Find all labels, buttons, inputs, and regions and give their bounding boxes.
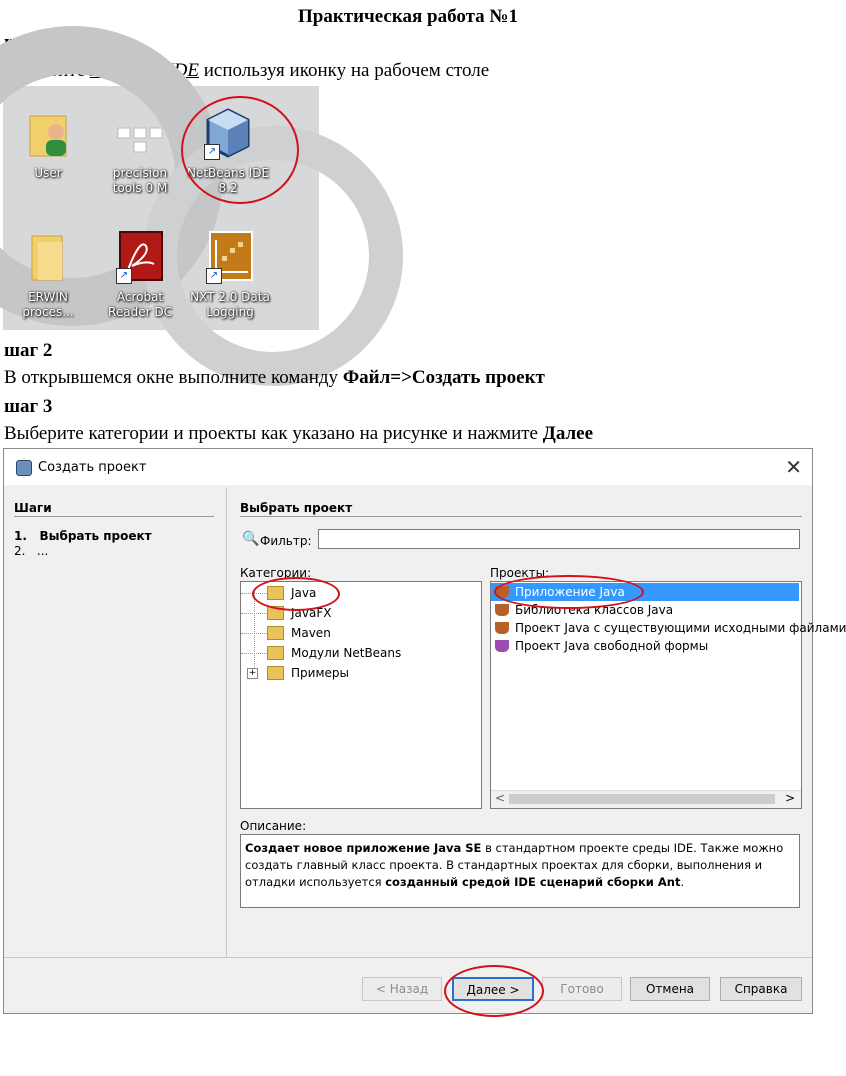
- description-bold-2: созданный средой IDE сценарий сборки Ant: [385, 875, 681, 889]
- desktop-icon-acrobat[interactable]: [95, 230, 185, 320]
- category-label: Maven: [291, 626, 331, 640]
- step1-text-after: используя иконку на рабочем столе: [199, 60, 490, 81]
- icon-label: Logging: [206, 305, 254, 319]
- projects-label: Проекты:: [490, 566, 550, 580]
- description-bold-1: Создает новое приложение Java SE: [245, 841, 482, 855]
- steps-header: Шаги: [14, 501, 52, 515]
- shortcut-arrow-icon: ↗: [116, 268, 132, 284]
- search-icon: 🔍: [242, 531, 260, 547]
- category-maven[interactable]: [241, 623, 331, 643]
- project-item-java-existing-sources[interactable]: [491, 619, 846, 637]
- dialog-title: Создать проект: [38, 460, 147, 475]
- icon-label: ERWIN: [28, 290, 68, 304]
- precision-tools-icon: [116, 106, 164, 160]
- desktop-screenshot: [3, 86, 319, 330]
- red-highlight-java: [252, 577, 340, 611]
- category-samples[interactable]: [247, 663, 349, 683]
- category-label: Примеры: [291, 666, 349, 680]
- sidebar-divider: [226, 487, 227, 957]
- help-button[interactable]: Справка: [720, 977, 802, 1001]
- project-label: Проект Java с существующими исходными файлами: [515, 621, 846, 635]
- java-cup-icon: [495, 622, 509, 634]
- step3-label: шаг 3: [4, 396, 53, 417]
- step1-label: шаг 1: [4, 32, 53, 53]
- close-icon[interactable]: ✕: [785, 455, 802, 479]
- step2-command: Файл=>Создать проект: [342, 367, 545, 388]
- step2-text: [4, 367, 545, 389]
- back-button[interactable]: < Назад: [362, 977, 442, 1001]
- step-item-2: [14, 544, 48, 558]
- step-label: ...: [36, 544, 49, 558]
- project-label: Библиотека классов Java: [515, 603, 674, 617]
- desktop-icon-nxt[interactable]: [185, 230, 275, 320]
- category-label: Модули NetBeans: [291, 646, 402, 660]
- icon-label: proces...: [22, 305, 74, 319]
- netbeans-app-icon: [16, 460, 32, 476]
- user-folder-icon: [24, 106, 72, 160]
- horizontal-scrollbar[interactable]: [491, 790, 801, 808]
- project-label: Приложение Java: [515, 585, 625, 599]
- icon-label: User: [34, 166, 62, 180]
- new-project-dialog: [3, 448, 846, 1014]
- tree-branch: [241, 633, 267, 634]
- document-title: Практическая работа №1: [297, 6, 519, 27]
- java-cup-icon: [495, 604, 509, 616]
- expand-plus-icon[interactable]: +: [248, 668, 257, 678]
- red-highlight-java-app: [494, 575, 644, 609]
- step2-label: шаг 2: [4, 340, 53, 361]
- description-text-2: .: [680, 875, 685, 889]
- netbeans-link[interactable]: NetBeans IDE: [89, 60, 199, 81]
- step3-command: Далее: [542, 423, 594, 444]
- icon-label: tools 0 M: [112, 181, 168, 195]
- shortcut-arrow-icon: ↗: [206, 268, 222, 284]
- step2-text-body: В открывшемся окне выполните команду: [4, 367, 343, 388]
- finish-button[interactable]: Готово: [542, 977, 622, 1001]
- tree-branch: [241, 653, 267, 654]
- step-label: Выбрать проект: [39, 529, 152, 543]
- footer-divider: [4, 957, 812, 958]
- projects-list[interactable]: [490, 581, 846, 809]
- freeform-cup-icon: [495, 640, 509, 652]
- folder-icon: [267, 626, 284, 640]
- icon-label: precision: [112, 166, 168, 180]
- filter-input[interactable]: [318, 529, 800, 549]
- description-label: Описание:: [240, 819, 307, 833]
- tree-branch: [241, 613, 267, 614]
- scroll-left-icon[interactable]: <: [495, 791, 506, 805]
- icon-label: NetBeans IDE: [186, 166, 270, 180]
- shortcut-arrow-icon: ↗: [204, 144, 220, 160]
- icon-label: NXT 2.0 Data: [190, 290, 270, 304]
- desktop-icon-user[interactable]: [3, 106, 93, 181]
- folder-icon: [267, 646, 284, 660]
- categories-label: Категории:: [240, 566, 312, 580]
- categories-tree[interactable]: [240, 581, 482, 809]
- step3-text: [4, 423, 593, 445]
- step-num: 2.: [14, 544, 26, 558]
- acrobat-icon: [116, 230, 164, 284]
- red-highlight-circle: [181, 96, 299, 204]
- filter-label: Фильтр:: [260, 534, 312, 548]
- icon-label: Acrobat: [116, 290, 164, 304]
- category-netbeans-modules[interactable]: [241, 643, 401, 663]
- step3-text-body: Выберите категории и проекты как указано на рисунке и нажмите: [4, 423, 543, 444]
- next-button[interactable]: Далее >: [452, 977, 534, 1001]
- desktop-icon-erwin[interactable]: [3, 230, 93, 320]
- steps-divider: [14, 516, 214, 517]
- icon-label: 8.2: [218, 181, 238, 195]
- nxt-data-logging-icon: [206, 230, 254, 284]
- icon-label: Reader DC: [108, 305, 172, 319]
- category-label: Java: [291, 586, 317, 600]
- project-item-java-freeform[interactable]: [491, 637, 799, 655]
- red-highlight-next: [444, 965, 544, 1017]
- category-label: JavaFX: [291, 606, 332, 620]
- dialog-titlebar[interactable]: [4, 449, 812, 485]
- scroll-right-icon[interactable]: >: [784, 791, 795, 805]
- step-item-1: [14, 529, 152, 543]
- project-label: Проект Java свободной формы: [515, 639, 709, 653]
- desktop-icon-precision-tools[interactable]: [95, 106, 185, 196]
- step1-text-before: Запустите: [4, 60, 90, 81]
- step-num: 1.: [14, 529, 27, 543]
- main-divider: [240, 516, 802, 517]
- scrollbar-thumb[interactable]: [509, 794, 775, 804]
- folder-icon: [267, 666, 284, 680]
- description-box: [240, 834, 800, 908]
- erwin-folder-icon: [24, 230, 72, 284]
- main-header: Выбрать проект: [240, 501, 353, 515]
- cancel-button[interactable]: Отмена: [630, 977, 710, 1001]
- description-text-1: в стандартном проекте среды IDE. Также можно создать главный класс проекта. В стандартных проектах для сборки, выполнения и отладки используется: [245, 841, 784, 889]
